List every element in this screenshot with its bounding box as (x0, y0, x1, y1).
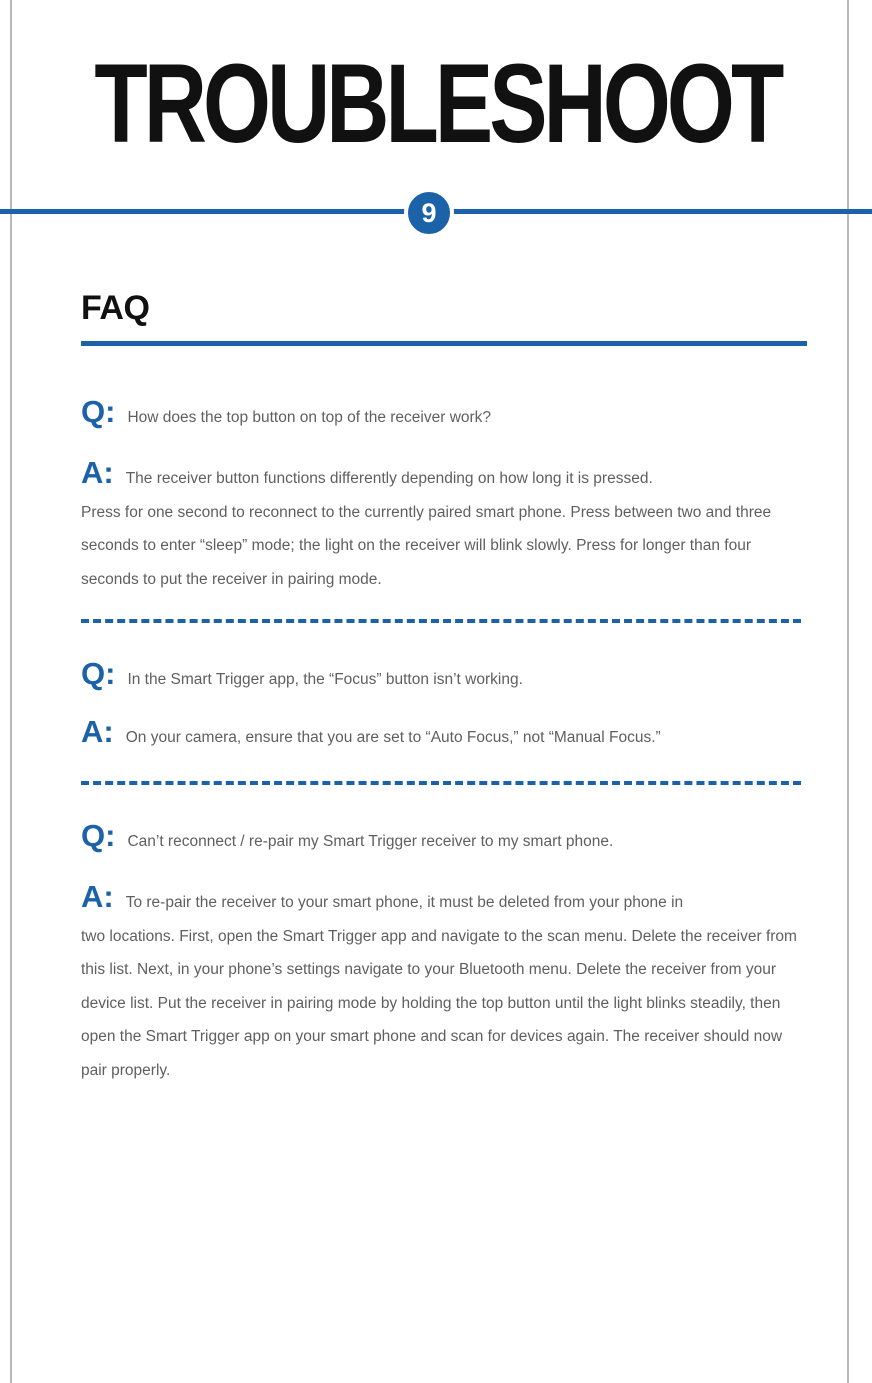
faq-answer-1 (81, 456, 803, 596)
faq-question-1 (81, 395, 803, 429)
answer-body-text: two locations. First, open the Smart Trigger app and navigate to the scan menu. Delete the receiver from this list. Next, in your phone’s settings navigate to your Bluetooth menu. Delete the receiver from your device list. Put the receiver in pairing mode by holding the top button until the light blinks steadily, then open the Smart Trigger app on your smart phone and scan for devices again. The receiver should now pair properly. (81, 927, 797, 1079)
page-edge-right (847, 0, 849, 1383)
page-number-badge: 9 (404, 188, 454, 238)
question-text: In the Smart Trigger app, the “Focus” button isn’t working. (127, 671, 523, 688)
faq-heading-rule (81, 341, 807, 346)
faq-question-3 (81, 819, 803, 853)
page-title: TROUBLESHOOT (94, 41, 781, 166)
answer-marker: A: (81, 714, 114, 749)
question-marker: Q: (81, 656, 116, 691)
question-text: Can’t reconnect / re-pair my Smart Trigger receiver to my smart phone. (127, 833, 614, 850)
faq-question-2 (81, 657, 803, 691)
answer-body-text: Press for one second to reconnect to the currently paired smart phone. Press between two and three seconds to enter “sleep” mode; the light on the receiver will blink slowly. Press for longer than four seconds to put the receiver in pairing mode. (81, 503, 772, 588)
question-marker: Q: (81, 394, 116, 429)
question-text: How does the top button on top of the receiver work? (127, 409, 492, 426)
faq-heading: FAQ (81, 289, 150, 327)
page-edge-left (10, 0, 12, 1383)
question-marker: Q: (81, 818, 116, 853)
faq-answer-3 (81, 880, 803, 1087)
answer-marker: A: (81, 879, 114, 914)
answer-lead-text: On your camera, ensure that you are set to “Auto Focus,” not “Manual Focus.” (125, 729, 661, 746)
answer-lead-text: To re-pair the receiver to your smart phone, it must be deleted from your phone in (125, 894, 684, 911)
answer-lead-text: The receiver button functions differently depending on how long it is pressed. (125, 470, 653, 487)
answer-marker: A: (81, 455, 114, 490)
faq-divider-1 (81, 619, 801, 623)
faq-answer-2 (81, 715, 803, 749)
faq-divider-2 (81, 781, 801, 785)
